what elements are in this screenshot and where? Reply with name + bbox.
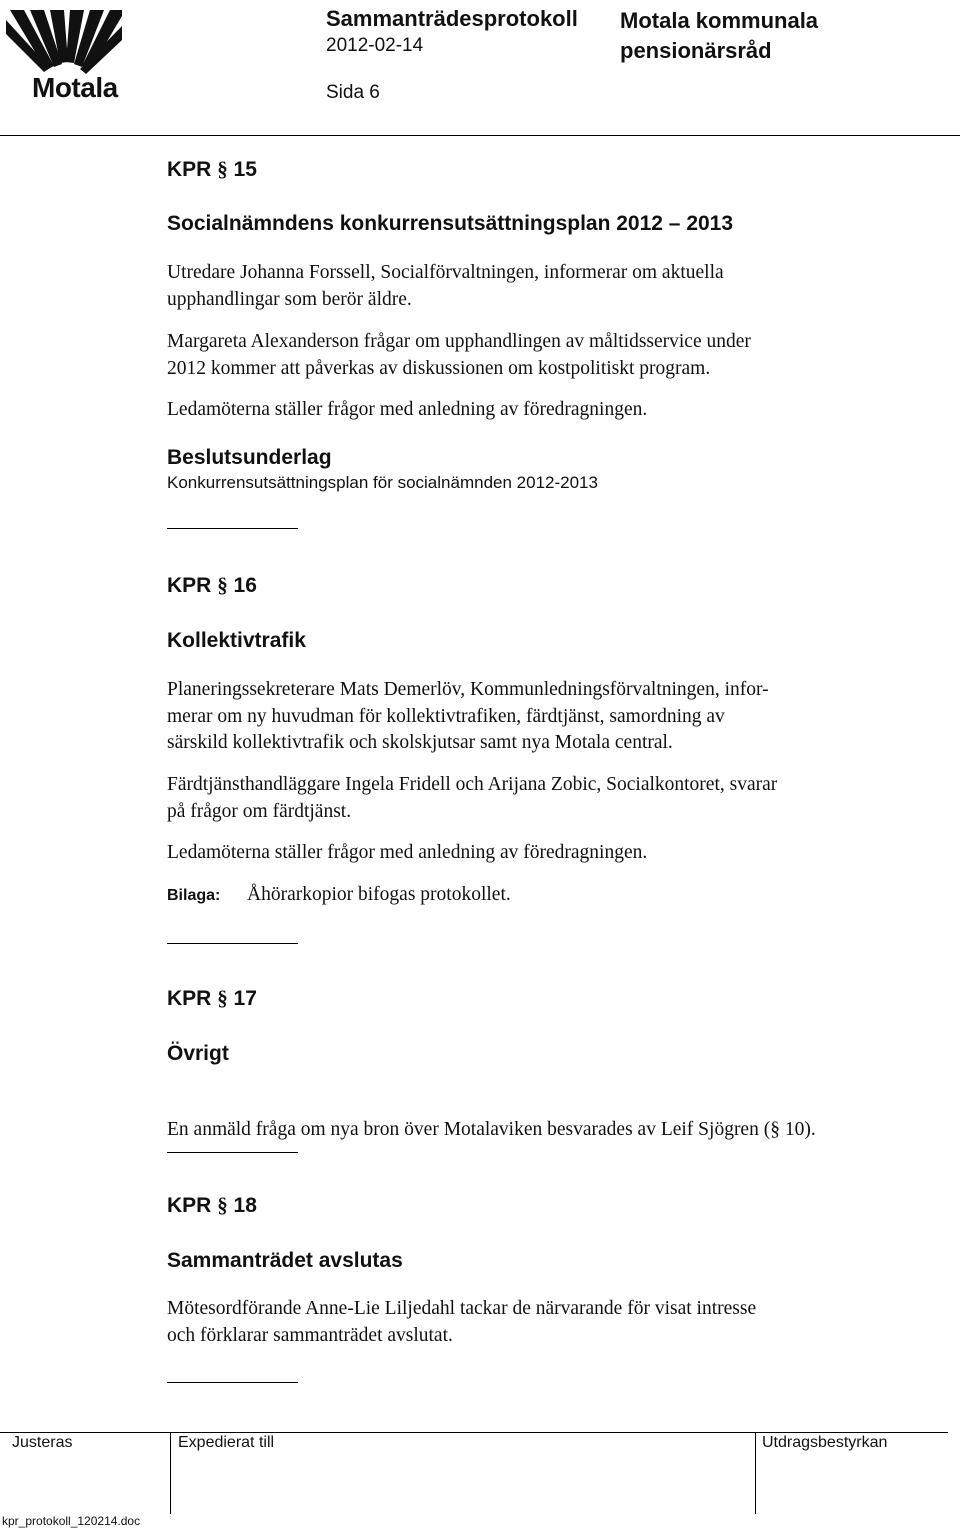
kpr-16-paragraph-3: Ledamöterna ställer frågor med anledning av föredragningen. [167, 842, 648, 863]
kpr-16-number: 16 [233, 574, 257, 597]
kpr-16-label [167, 573, 257, 598]
logo-wordmark: Motala [32, 72, 118, 103]
header-divider [0, 135, 960, 136]
kpr-16-paragraph-2: Färdtjänsthandläggare Ingela Fridell och Arijana Zobic, Socialkontoret, svarar på frågor om färdtjänst. [167, 774, 778, 822]
kpr-17-paragraph-symbol: § [770, 1118, 780, 1140]
kpr-16-paragraph-1: Planeringssekreterare Mats Demerlöv, Kommunledningsförvaltningen, infor- merar om ny huvudman för kollektivtrafiken, färdtjänst, samordning av särskild kollektivtrafik och skolskjutsar samt nya Motala central. [167, 679, 769, 753]
kpr-18-label [167, 1193, 257, 1218]
organization-line-2: pensionärsråd [620, 38, 772, 63]
kpr-15-paragraph-2: Margareta Alexanderson frågar om upphandlingen av måltidsservice under 2012 kommer att påverkas av diskussionen om kostpolitiskt program. [167, 331, 751, 379]
section-separator [167, 943, 298, 944]
kpr-15-title: Socialnämndens konkurrensutsättningsplan 2012 – 2013 [167, 212, 734, 235]
kpr-17-label [167, 986, 257, 1011]
organization-line-1: Motala kommunala [620, 8, 819, 33]
kpr-15-prefix: KPR [167, 158, 212, 181]
kpr-17-prefix: KPR [167, 987, 212, 1010]
organization-name [620, 6, 920, 66]
kpr-18-paragraph: Mötesordförande Anne-Lie Liljedahl tackar de närvarande för visat intresse och förklarar sammanträdet avslutat. [167, 1298, 757, 1346]
document-title: Sammanträdesprotokoll [326, 6, 578, 31]
kpr-18-title: Sammanträdet avslutas [167, 1249, 403, 1272]
kpr-18-number: 18 [233, 1194, 257, 1217]
section-separator [167, 1152, 298, 1153]
kpr-15-paragraph-3: Ledamöterna ställer frågor med anledning av föredragningen. [167, 399, 648, 420]
kpr-16-attachment-label: Bilaga: [167, 887, 221, 904]
footer-column-divider [755, 1432, 756, 1514]
kpr-16-prefix: KPR [167, 574, 212, 597]
kpr-15-label [167, 157, 257, 182]
section-separator [167, 528, 298, 529]
footer-filename: kpr_protokoll_120214.doc [2, 1514, 141, 1528]
footer-utdragsbestyrkan: Utdragsbestyrkan [762, 1434, 888, 1451]
kpr-17-title: Övrigt [167, 1042, 229, 1065]
kpr-18-section-symbol: § [217, 1193, 228, 1217]
kpr-15-subheading: Beslutsunderlag [167, 446, 332, 469]
kpr-17-paragraph-end: 10). [779, 1118, 816, 1140]
kpr-15-paragraph-1: Utredare Johanna Forssell, Socialförvaltningen, informerar om aktuella upphandlingar som berör äldre. [167, 262, 724, 310]
footer-divider [0, 1432, 948, 1433]
footer-column-divider [170, 1432, 171, 1514]
footer-expedierat: Expedierat till [178, 1434, 275, 1451]
kpr-16-attachment-text: Åhörarkopior bifogas protokollet. [247, 884, 511, 905]
kpr-15-number: 15 [233, 158, 257, 181]
kpr-17-paragraph-text: En anmäld fråga om nya bron över Motalaviken besvarades av Leif Sjögren ( [167, 1118, 771, 1140]
motala-logo [6, 6, 124, 104]
kpr-15-section-symbol: § [217, 157, 228, 181]
kpr-15-subtext: Konkurrensutsättningsplan för socialnämnden 2012-2013 [167, 473, 598, 492]
kpr-17-paragraph [167, 1090, 947, 1143]
kpr-17-number: 17 [233, 987, 257, 1010]
kpr-18-prefix: KPR [167, 1194, 212, 1217]
document-date: 2012-02-14 [326, 35, 424, 56]
kpr-16-section-symbol: § [217, 573, 228, 597]
kpr-16-title: Kollektivtrafik [167, 629, 306, 652]
kpr-17-section-symbol: § [217, 986, 228, 1010]
footer-justeras: Justeras [12, 1434, 73, 1451]
page-number: Sida 6 [326, 82, 380, 103]
section-separator [167, 1382, 298, 1383]
